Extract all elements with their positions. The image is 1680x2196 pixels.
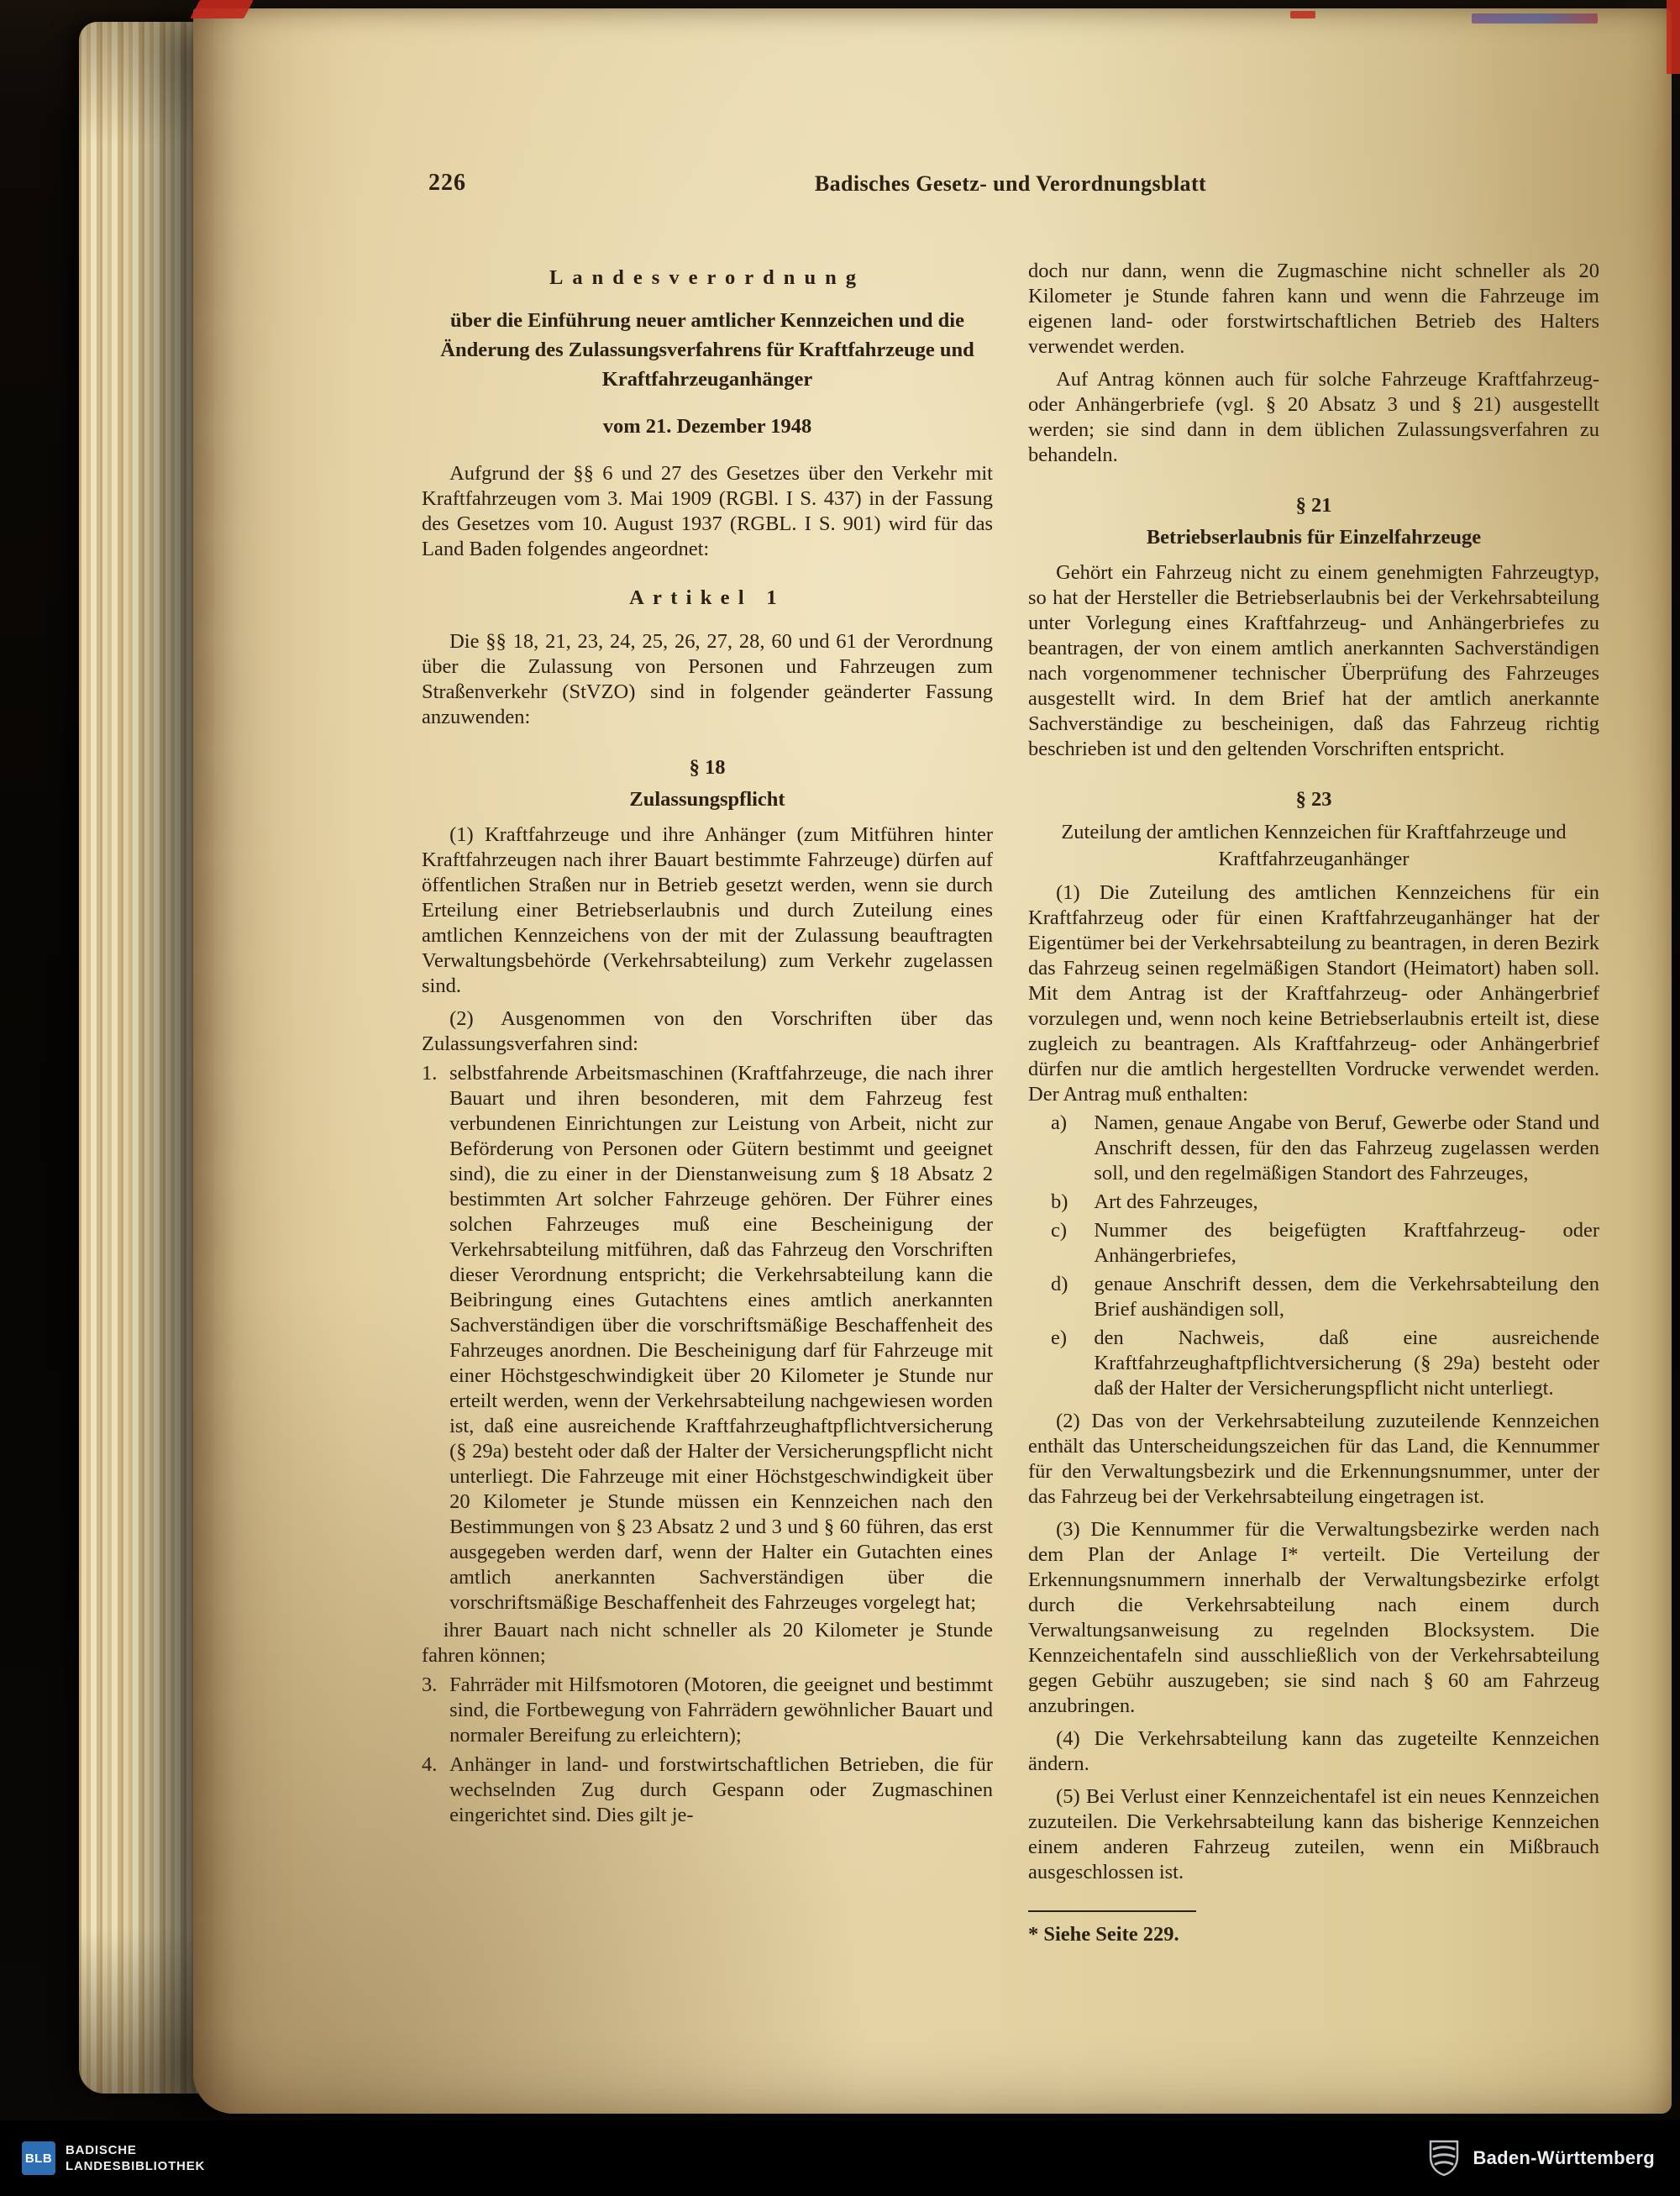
list-marker: c)	[1050, 1219, 1067, 1242]
list-marker: 3.	[422, 1673, 438, 1696]
blb-logo	[22, 2141, 205, 2175]
text-block-alpha-item	[1028, 1218, 1599, 1269]
text-block-section-subtitle: Zuteilung der amtlichen Kennzeichen für Kraftfahrzeuge und Kraftfahrzeuganhänger	[1061, 821, 1567, 870]
baden-wuerttemberg-crest-icon	[1427, 2140, 1461, 2177]
list-text: Art des Fahrzeuges,	[1094, 1190, 1258, 1213]
library-name	[66, 2142, 205, 2174]
text-block-section-number: § 18	[689, 756, 726, 779]
text-block-subtitle: über die Einführung neuer amtlicher Kennzeichen und die Änderung des Zulassungsverfahrens für Kraftfahrzeuge und Kraftfahrzeuganhänger	[440, 309, 974, 391]
text-block-para: Gehört ein Fahrzeug nicht zu einem genehmigten Fahrzeugtyp, so hat der Hersteller die Betriebserlaubnis bei der Verkehrsabteilung unter Vorlegung eines Kraftfahrzeug- und Anhängerbriefes zu beantragen, der von einem amtlich anerkannten Sachverständigen nach vorgenommener technischer Überprüfung des Fahrzeuges ausgestellt wird. In dem Brief hat der amtlich anerkannte Sachverständige zu bescheinigen, daß das Fahrzeug richtig beschrieben ist und den geltenden Vorschriften entspricht.	[1028, 561, 1599, 760]
text-block-alpha-item	[1028, 1190, 1599, 1215]
right-column	[1028, 259, 1599, 2073]
red-scan-mark	[1290, 11, 1315, 18]
baden-wuerttemberg-logo	[1427, 2140, 1655, 2177]
text-block-date-line: vom 21. Dezember 1948	[602, 415, 812, 438]
color-scan-mark	[1472, 13, 1598, 24]
list-text: Namen, genaue Angabe von Beruf, Gewerbe oder Stand und Anschrift dessen, für den das Fahrzeug zugelassen werden soll, und den regelmäßigen Standort des Fahrzeuges,	[1094, 1111, 1599, 1185]
blb-logo-text: BLB	[24, 2151, 53, 2166]
text-columns	[422, 259, 1599, 2073]
list-text: genaue Anschrift dessen, dem die Verkehrsabteilung den Brief aushändigen soll,	[1094, 1273, 1599, 1321]
text-block-list-item	[422, 1673, 993, 1748]
list-marker: b)	[1050, 1190, 1068, 1213]
text-block-cont: doch nur dann, wenn die Zugmaschine nicht schneller als 20 Kilometer je Stunde fahren kann und wenn die Fahrzeuge im eigenen land- oder forstwirtschaftlichen Betrieb des Halters verwendet werden.	[1028, 260, 1599, 358]
text-block-para: (5) Bei Verlust einer Kennzeichentafel ist ein neues Kennzeichen zuzuteilen. Die Verkehrsabteilung kann das bisherige Kennzeichen einem anderen Fahrzeug zuteilen, wenn ein Mißbrauch ausgeschlossen ist.	[1028, 1785, 1599, 1883]
text-block-title-spaced: Landesverordnung	[549, 266, 866, 289]
blb-logo-icon	[22, 2141, 55, 2175]
state-name: Baden-Württemberg	[1473, 2147, 1655, 2168]
list-text: selbstfahrende Arbeitsmaschinen (Kraftfahrzeuge, die nach ihrer Bauart und ihren besonderen, mit dem Fahrzeug fest verbundenen Einrichtungen zur Leistung von Arbeit, nicht zur Beförderung von Personen oder Gütern bestimmt und geeignet sind), die zu einer in der Dienstanweisung zum § 18 Absatz 2 bestimmten Art solcher Fahrzeuge gehören. Der Führer eines solchen Fahrzeuges muß eine Bescheinigung der Verkehrsabteilung mitführen, daß das Fahrzeug den Vorschriften dieser Verordnung entspricht; die Verkehrsabteilung kann die Beibringung eines Gutachtens eines amtlich anerkannten Sachverständigen über die vorschriftsmäßige Beschaffenheit des Fahrzeuges anordnen. Die Bescheinigung darf für Fahrzeuge mit einer Höchstgeschwindigkeit über 20 Kilometer je Stunde nur erteilt werden, wenn der Verkehrsabteilung nachgewiesen worden ist, daß eine ausreichende Kraftfahrzeughaftpflichtversicherung (§ 29a) besteht oder daß der Halter der Versicherungspflicht nicht unterliegt. Die Fahrzeuge mit einer Höchstgeschwindigkeit über 20 Kilometer je Stunde müssen ein Kennzeichen nach den Bestimmungen von § 23 Absatz 2 und 3 und § 60 führen, das erst ausgegeben werden darf, wenn der Halter ein Gutachten eines amtlich anerkannten Sachverständigen über die vorschriftsmäßige Beschaffenheit des Fahrzeuges vorgelegt hat;	[449, 1062, 993, 1614]
text-block-section-number: § 23	[1295, 788, 1332, 811]
library-name-line2: LANDESBIBLIOTHEK	[66, 2159, 206, 2173]
text-block-para: (4) Die Verkehrsabteilung kann das zugeteilte Kennzeichen ändern.	[1028, 1727, 1599, 1775]
journal-title: Badisches Gesetz- und Verordnungsblatt	[814, 171, 1207, 196]
text-block-list-cont: ihrer Bauart nach nicht schneller als 20 Kilometer je Stunde fahren können;	[422, 1619, 993, 1667]
list-marker: 1.	[422, 1062, 438, 1085]
list-text: Anhänger in land- und forstwirtschaftlichen Betrieben, die für wechselnden Zug durch Gespann oder Zugmaschinen eingerichtet sind. Dies gilt je-	[449, 1753, 993, 1826]
text-block-alpha-item	[1028, 1272, 1599, 1322]
text-block-para: Auf Antrag können auch für solche Fahrzeuge Kraftfahrzeug- oder Anhängerbriefe (vgl. § 20 Absatz 3 und § 21) ausgestellt werden; sie sind dann in dem üblichen Zulassungsverfahren zu behandeln.	[1028, 368, 1599, 466]
text-block-para: Aufgrund der §§ 6 und 27 des Gesetzes über den Verkehr mit Kraftfahrzeugen vom 3. Mai 1909 (RGBl. I S. 437) in der Fassung des Gesetzes vom 10. August 1937 (RGBL. I S. 901) wird für das Land Baden folgendes angeordnet:	[422, 462, 993, 560]
list-marker: 4.	[422, 1753, 438, 1776]
text-block-section-title: Zulassungspflicht	[629, 788, 785, 811]
text-block-alpha-item	[1028, 1111, 1599, 1186]
left-column	[422, 259, 993, 2073]
red-scan-mark	[1667, 0, 1680, 74]
text-block-list-item	[422, 1752, 993, 1828]
viewer-footer	[0, 2120, 1680, 2196]
library-name-line1: BADISCHE	[66, 2143, 137, 2157]
text-block-para: (2) Das von der Verkehrsabteilung zuzuteilende Kennzeichen enthält das Unterscheidungszeichen für das Land, die Kennummer für den Verwaltungsbezirk und die Erkennungsnummer, unter der das Fahrzeug bei der Verkehrsabteilung eingetragen ist.	[1028, 1410, 1599, 1508]
footnote: * Siehe Seite 229.	[1028, 1910, 1599, 1947]
red-scan-mark	[190, 0, 254, 18]
text-block-section-title: Betriebserlaubnis für Einzelfahrzeuge	[1146, 526, 1482, 549]
text-block-para: Die §§ 18, 21, 23, 24, 25, 26, 27, 28, 60 und 61 der Verordnung über die Zulassung von Personen und Fahrzeugen zum Straßenverkehr (StVZO) sind in folgender geänderter Fassung anzuwenden:	[422, 630, 993, 728]
page-number: 226	[428, 170, 466, 196]
text-block-para: (1) Kraftfahrzeuge und ihre Anhänger (zum Mitführen hinter Kraftfahrzeugen nach ihrer Bauart bestimmte Fahrzeuge) dürfen auf öffentlichen Straßen nur in Betrieb gesetzt werden, wenn sie durch Erteilung einer Betriebserlaubnis und durch Zuteilung eines amtlichen Kennzeichens von der mit der Zulassung beauftragten Verwaltungsbehörde (Verkehrsabteilung) zum Verkehr zugelassen sind.	[422, 823, 993, 997]
list-text: den Nachweis, daß eine ausreichende Kraftfahrzeughaftpflichtversicherung (§ 29a) besteht oder daß der Halter der Versicherungspflicht nicht unterliegt.	[1094, 1327, 1599, 1400]
text-block-section-number: § 21	[1295, 494, 1332, 517]
page-header	[422, 170, 1599, 218]
text-block-list-item	[422, 1061, 993, 1615]
text-block-para: (1) Die Zuteilung des amtlichen Kennzeichens für ein Kraftfahrzeug oder für einen Kraftfahrzeuganhänger hat der Eigentümer bei der Verkehrsabteilung zu beantragen, in deren Bezirk das Fahrzeug seinen regelmäßigen Standort (Heimatort) haben soll. Mit dem Antrag ist der Kraftfahrzeug- oder Anhängerbrief vorzulegen und, wenn noch keine Betriebserlaubnis erteilt ist, diese zugleich zu beantragen. Als Kraftfahrzeug- oder Anhängerbrief dürfen nur die amtlich hergestellten Vordrucke verwendet werden. Der Antrag muß enthalten:	[1028, 881, 1599, 1106]
text-block-article-heading: Artikel 1	[629, 586, 785, 609]
list-text: Fahrräder mit Hilfsmotoren (Motoren, die geeignet und bestimmt sind, die Fortbewegung von Fahrrädern gewöhnlicher Bauart und normaler Bereifung zu erleichtern);	[449, 1673, 993, 1747]
book-page-stack	[79, 22, 198, 2094]
list-marker: d)	[1050, 1273, 1068, 1295]
text-block-alpha-item	[1028, 1326, 1599, 1401]
scanned-page	[193, 8, 1672, 2114]
list-marker: e)	[1050, 1327, 1067, 1349]
text-block-para: (3) Die Kennummer für die Verwaltungsbezirke werden nach dem Plan der Anlage I* verteilt. Die Verteilung der Erkennungsnummern innerhalb der Verwaltungsbezirke erfolgt durch die Verkehrsabteilung nach einem durch Verwaltungsanweisung zu regelnden Blocksystem. Die Kennzeichentafeln sind ausschließlich von der Verkehrsabteilung gegen Gebühr auszugeben; sie sind nach § 60 am Fahrzeug anzubringen.	[1028, 1518, 1599, 1717]
text-block-para: (2) Ausgenommen von den Vorschriften über das Zulassungsverfahren sind:	[422, 1007, 993, 1055]
list-marker: a)	[1050, 1111, 1067, 1134]
list-text: Nummer des beigefügten Kraftfahrzeug- oder Anhängerbriefes,	[1094, 1219, 1599, 1267]
